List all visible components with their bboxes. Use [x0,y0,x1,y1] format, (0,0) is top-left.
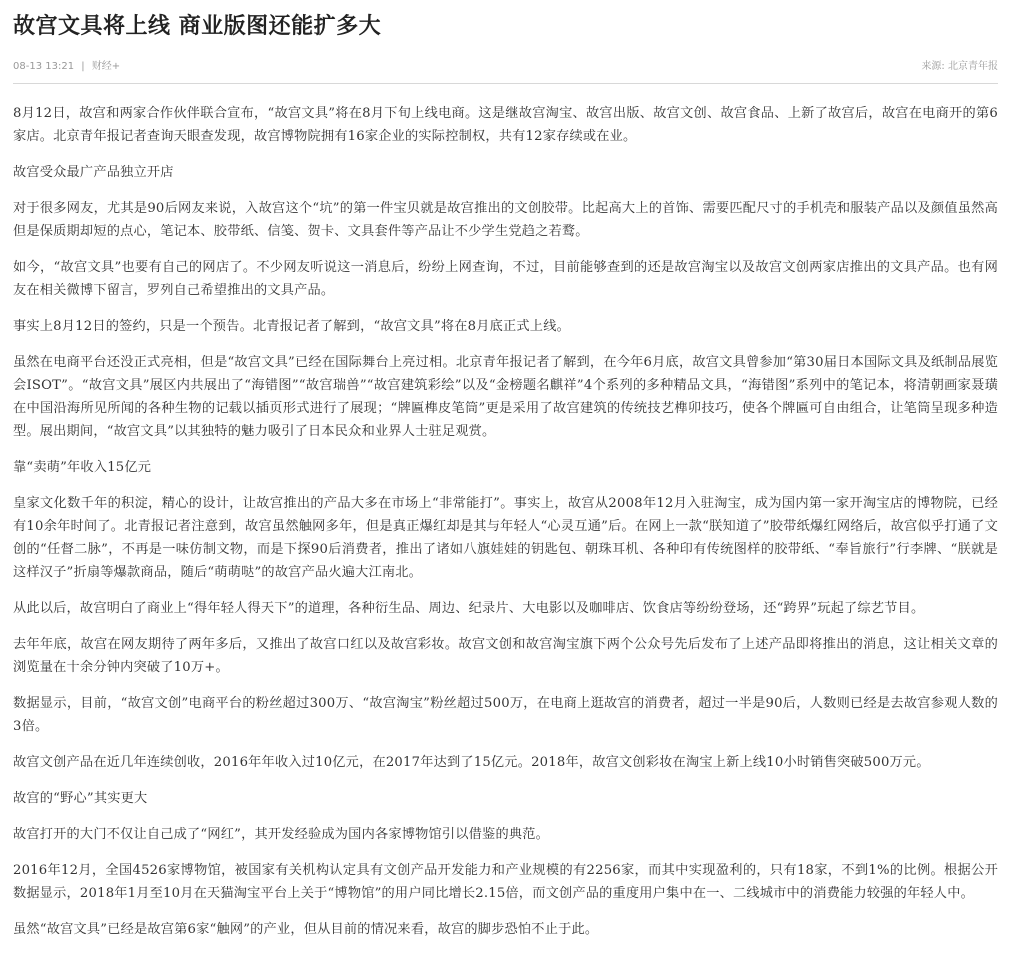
section-heading: 靠“卖萌”年收入15亿元 [13,460,152,475]
article-source: 来源: 北京青年报 [921,60,998,72]
paragraph: 数据显示，目前，“故宫文创”电商平台的粉丝超过300万、“故宫淘宝”粉丝超过500万，在电商上逛故宫的消费者，超过一半是90后，人数则已经是去故宫参观人数的3倍。 [13,696,998,734]
channel-link[interactable]: 财经+ [91,60,121,72]
article-body [13,102,998,941]
paragraph: 对于很多网友，尤其是90后网友来说，入故宫这个“坑”的第一件宝贝就是故宫推出的文创胶带。比起高大上的首饰、需要匹配尺寸的手机壳和服装产品以及颜值虽然高但是保质期却短的点心，笔记本、胶带纸、信笺、贺卡、文具套件等产品让不少学生党趋之若鹜。 [13,201,998,239]
meta-left [13,57,124,72]
paragraph: 2016年12月，全国4526家博物馆，被国家有关机构认定具有文创产品开发能力和产业规模的有2256家，而其中实现盈利的，只有18家，不到1%的比例。根据公开数据显示，2018年1月至10月在天猫淘宝平台上关于“博物馆”的用户同比增长2.15倍，而文创产品的重度用户集中在一、二线城市中的消费能力较强的年轻人中。 [13,863,998,901]
paragraph: 虽然在电商平台还没正式亮相，但是“故宫文具”已经在国际舞台上亮过相。北京青年报记者了解到，在今年6月底，故宫文具曾参加“第30届日本国际文具及纸制品展览会ISOT”。“故宫文具”展区内共展出了“海错图”“故宫瑞兽”“故宫建筑彩绘”以及“金榜题名麒祥”4个系列的多种精品文具，“海错图”系列中的笔记本，将清朝画家聂璜在中国沿海所见所闻的各种生物的记载以插页形式进行了展现；“牌匾榫皮笔筒”更是采用了故宫建筑的传统技艺榫卯技巧，使各个牌匾可自由组合，让笔筒呈现多种造型。展出期间，“故宫文具”以其独特的魅力吸引了日本民众和业界人士驻足观赏。 [13,355,998,439]
paragraph: 虽然“故宫文具”已经是故宫第6家“触网”的产业，但从目前的情况来看，故宫的脚步恐怕不止于此。 [13,922,599,937]
paragraph: 如今，“故宫文具”也要有自己的网店了。不少网友听说这一消息后，纷纷上网查询，不过，目前能够查到的还是故宫淘宝以及故宫文创两家店推出的文具产品。也有网友在相关微博下留言，罗列自己希望推出的文具产品。 [13,260,998,298]
section-heading: 故宫受众最广产品独立开店 [13,165,174,180]
article-meta [13,56,998,72]
section-heading: 故宫的“野心”其实更大 [13,791,148,806]
paragraph: 皇家文化数千年的积淀，精心的设计，让故宫推出的产品大多在市场上“非常能打”。事实上，故宫从2008年12月入驻淘宝，成为国内第一家开淘宝店的博物院，已经有10余年时间了。北青报记者注意到，故宫虽然触网多年，但是真正爆红却是其与年轻人“心灵互通”后。在网上一款“朕知道了”胶带纸爆红网络后，故宫似乎打通了文创的“任督二脉”，不再是一味仿制文物，而是下探90后消费者，推出了诸如八旗娃娃的钥匙包、朝珠耳机、各种印有传统图样的胶带纸、“奉旨旅行”行李牌、“朕就是这样汉子”折扇等爆款商品，随后“萌萌哒”的故宫产品火遍大江南北。 [13,496,998,580]
article-title: 故宫文具将上线 商业版图还能扩多大 [13,14,382,39]
paragraph: 去年年底，故宫在网友期待了两年多后，又推出了故宫口红以及故宫彩妆。故宫文创和故宫淘宝旗下两个公众号先后发布了上述产品即将推出的消息，这让相关文章的浏览量在十余分钟内突破了10万+。 [13,637,998,675]
paragraph: 事实上8月12日的签约，只是一个预告。北青报记者了解到，“故宫文具”将在8月底正式上线。 [13,319,570,334]
header-divider [13,83,998,84]
paragraph: 8月12日，故宫和两家合作伙伴联合宣布，“故宫文具”将在8月下旬上线电商。这是继故宫淘宝、故宫出版、故宫文创、故宫食品、上新了故宫后，故宫在电商开的第6家店。北京青年报记者查询天眼查发现，故宫博物院拥有16家企业的实际控制权，共有12家存续或在业。 [13,106,998,144]
paragraph: 从此以后，故宫明白了商业上“得年轻人得天下”的道理，各种衍生品、周边、纪录片、大电影以及咖啡店、饮食店等纷纷登场，还“跨界”玩起了综艺节目。 [13,601,925,616]
publish-time: 08-13 13:21 [13,60,75,72]
paragraph: 故宫打开的大门不仅让自己成了“网红”，其开发经验成为国内各家博物馆引以借鉴的典范。 [13,827,549,842]
meta-separator: | [81,60,85,72]
paragraph: 故宫文创产品在近几年连续创收，2016年年收入过10亿元，在2017年达到了15亿元。2018年，故宫文创彩妆在淘宝上新上线10小时销售突破500万元。 [13,755,930,770]
